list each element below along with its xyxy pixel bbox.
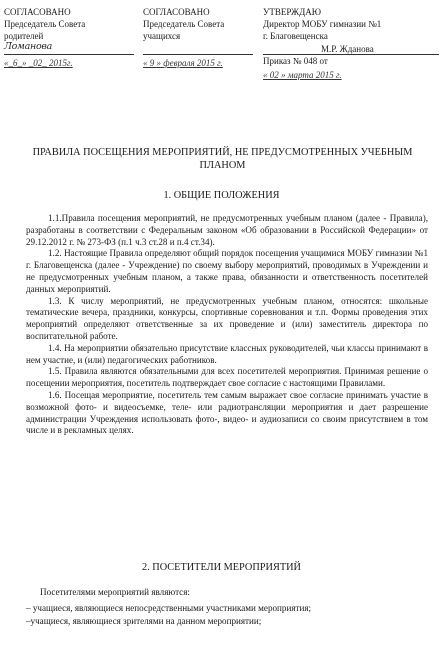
approval-parents-council xyxy=(4,6,134,69)
list-item: –учащиеся, являющиеся зрителями на данном мероприятии; xyxy=(26,616,262,626)
document-title: ПРАВИЛА ПОСЕЩЕНИЯ МЕРОПРИЯТИЙ, НЕ ПРЕДУСМОТРЕННЫХ УЧЕБНЫМ ПЛАНОМ xyxy=(32,147,413,171)
signature-line xyxy=(4,43,134,55)
approval-position: Председатель Совета xyxy=(143,19,225,29)
approval-director xyxy=(263,6,439,81)
section-body xyxy=(26,213,428,437)
approval-students-council xyxy=(143,6,253,69)
approval-body: родителей xyxy=(4,31,44,41)
paragraph: 1.4. На мероприятии обязательно присутствие классных руководителей, чьи классы принимают в нем участие, и (или) педагогических работников. xyxy=(26,342,428,365)
signature-line xyxy=(263,43,439,55)
paragraph: 1.2. Настоящие Правила определяют общий порядок посещения учащимися МОБУ гимназии №1 г. Благовещенска (далее - Учреждение) по своему выбору мероприятий, проводимых в Учреждении и не предусмотренных учебным планом, а также права, обязанности и ответственность посетителей данных мероприятий. xyxy=(26,248,428,294)
paragraph: 1.6. Посещая мероприятие, посетитель тем самым выражает свое согласие принимать участие в возможной фото- и видеосъемке, теле- или радиотрансляции мероприятия и дает разрешение администрации Учреждения использовать фото-, видео- и аудиозаписи со своим присутствием в том числе и в рекламных целях. xyxy=(26,389,428,436)
order-number: Приказ № 048 от xyxy=(263,56,328,66)
approval-body: г. Благовещенска xyxy=(263,31,328,41)
approval-date: «_6_» _02_ 2015г. xyxy=(4,58,73,68)
approval-position: Председатель Совета xyxy=(4,19,86,29)
signer-name: М.Р. Жданова xyxy=(321,44,374,54)
approval-body: учащихся xyxy=(143,31,181,41)
visitors-list xyxy=(26,586,428,629)
approval-date: « 9 » февраля 2015 г. xyxy=(143,58,223,68)
handwritten-signature: Ломанова xyxy=(4,41,52,52)
approval-date: « 02 » марта 2015 г. xyxy=(263,70,342,80)
list-item: – учащиеся, являющиеся непосредственными участниками мероприятия; xyxy=(26,602,312,613)
approval-heading: УТВЕРЖДАЮ xyxy=(263,7,322,17)
signature-line xyxy=(143,43,253,55)
approval-heading: СОГЛАСОВАНО xyxy=(4,7,71,17)
section-heading: 1. ОБЩИЕ ПОЛОЖЕНИЯ xyxy=(163,190,280,201)
paragraph: 1.3. К числу мероприятий, не предусмотренных учебным планом, относятся: школьные тематические вечера, праздники, конкурсы, спортивные соревнования и т.п. Формы проведения этих мероприятий определяют ответственные за их проведение и (или) заместитель директора по воспитательной работе. xyxy=(26,295,428,341)
approval-position: Директор МОБУ гимназии №1 xyxy=(263,19,382,29)
paragraph: 1.1.Правила посещения мероприятий, не предусмотренных учебным планом (далее - Правила), разработаны в соответствии с Федеральным законом «Об образовании в Российской Федерации» от 29.12.2012 г. № 273-ФЗ (п.1 ч.3 ст.28 и п.4 ст.34). xyxy=(26,213,428,247)
paragraph: 1.5. Правила являются обязательными для всех посетителей мероприятия. Принимая решение о посещении мероприятия, посетитель подтверждает свое согласие с настоящими Правилами. xyxy=(26,366,428,389)
list-lead: Посетителями мероприятий являются: xyxy=(40,587,190,597)
section-heading: 2. ПОСЕТИТЕЛИ МЕРОПРИЯТИЙ xyxy=(142,562,301,573)
approval-heading: СОГЛАСОВАНО xyxy=(143,7,210,17)
